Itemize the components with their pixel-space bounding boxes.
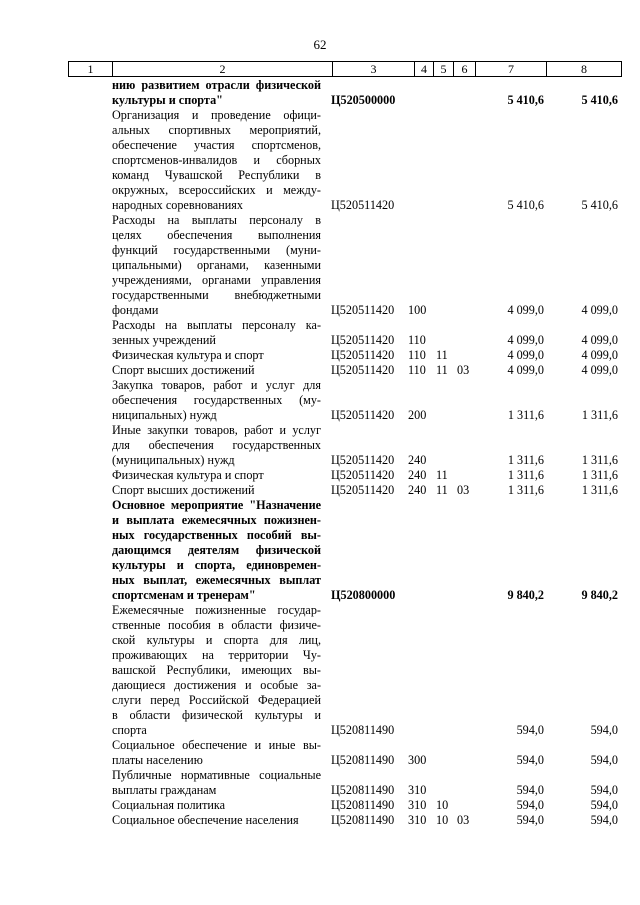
row-description-line: Социальная политика (112, 798, 226, 812)
row-description-line: Физическая культура и спорт (112, 468, 264, 482)
target-code: Ц520800000 (331, 588, 396, 602)
row-description-line: Иные закупки товаров, работ и услуг (112, 423, 321, 437)
amount-col-7: 1 311,6 (507, 468, 544, 482)
table-row (0, 78, 640, 108)
column-header-4: 4 (415, 62, 434, 77)
amount-col-8: 594,0 (590, 783, 618, 797)
column-header-row (69, 62, 622, 77)
amount-col-7: 9 840,2 (507, 588, 544, 602)
column-header-2: 2 (113, 62, 333, 77)
table-row (0, 213, 640, 318)
row-description-line: ской культуры и спорта для лиц, (112, 633, 321, 647)
row-description-line: спортсменам и тренерам" (112, 588, 256, 602)
page-number: 62 (313, 37, 327, 52)
table-row (0, 423, 640, 468)
row-description-line: дающимся деятелям физической (112, 543, 321, 557)
row-description-line: государственными внебюджетными (112, 288, 321, 302)
table-row (0, 108, 640, 213)
amount-col-7: 594,0 (516, 753, 544, 767)
row-description-line: учреждениями, органами управления (112, 273, 321, 287)
amount-col-8: 1 311,6 (581, 408, 618, 422)
row-description-line: культуры и спорта" (112, 93, 223, 107)
subsection: 03 (457, 483, 470, 497)
amount-col-8: 4 099,0 (581, 303, 618, 317)
amount-col-7: 594,0 (516, 813, 544, 827)
row-description-line: команд Чувашской Республики в (112, 168, 321, 182)
table-row (0, 318, 640, 348)
row-description-line: Социальное обеспечение и иные вы- (112, 738, 321, 752)
column-header-1: 1 (69, 62, 113, 77)
target-code: Ц520511420 (331, 198, 395, 212)
table-row (0, 813, 640, 828)
expense-type: 100 (408, 303, 427, 317)
expense-type: 240 (408, 468, 427, 482)
amount-col-7: 594,0 (516, 798, 544, 812)
row-description-line: обеспечение участия спортсменов, (112, 138, 321, 152)
expense-type: 110 (408, 348, 426, 362)
amount-col-8: 594,0 (590, 753, 618, 767)
expense-type: 110 (408, 333, 426, 347)
expense-type: 300 (408, 753, 427, 767)
target-code: Ц520511420 (331, 453, 395, 467)
expense-type: 310 (408, 813, 427, 827)
target-code: Ц520500000 (331, 93, 396, 107)
section: 10 (436, 798, 449, 812)
table-row (0, 603, 640, 738)
budget-table-body (0, 78, 640, 828)
row-description-line: Спорт высших достижений (112, 363, 255, 377)
row-description-line: Физическая культура и спорт (112, 348, 264, 362)
table-row (0, 378, 640, 423)
expense-type: 110 (408, 363, 426, 377)
table-row (0, 468, 640, 483)
section: 10 (436, 813, 449, 827)
row-description-line: обеспечения государственных (му- (112, 393, 321, 407)
target-code: Ц520511420 (331, 348, 395, 362)
row-description-line: Организация и проведение офици- (112, 108, 321, 122)
column-header-3: 3 (333, 62, 415, 77)
expense-type: 200 (408, 408, 427, 422)
amount-col-7: 4 099,0 (507, 303, 544, 317)
amount-col-7: 5 410,6 (507, 198, 544, 212)
row-description-line: и выплата ежемесячных пожизнен- (112, 513, 321, 527)
row-description-line: для обеспечения государственных (112, 438, 321, 452)
amount-col-8: 594,0 (590, 798, 618, 812)
row-description-line: выплаты гражданам (112, 783, 217, 797)
row-description-line: Спорт высших достижений (112, 483, 255, 497)
table-row (0, 798, 640, 813)
amount-col-8: 1 311,6 (581, 483, 618, 497)
row-description-line: спортсменов-инвалидов и сборных (112, 153, 321, 167)
row-description-line: Расходы на выплаты персоналу в (112, 213, 321, 227)
row-description-line: (муниципальных) нужд (112, 453, 235, 467)
target-code: Ц520811490 (331, 753, 395, 767)
row-description-line: Расходы на выплаты персоналу ка- (112, 318, 321, 332)
amount-col-8: 4 099,0 (581, 348, 618, 362)
amount-col-7: 4 099,0 (507, 348, 544, 362)
target-code: Ц520511420 (331, 363, 395, 377)
amount-col-8: 9 840,2 (581, 588, 618, 602)
row-description-line: Ежемесячные пожизненные государ- (112, 603, 321, 617)
amount-col-7: 4 099,0 (507, 333, 544, 347)
expense-type: 240 (408, 453, 427, 467)
amount-col-7: 5 410,6 (507, 93, 544, 107)
row-description-line: проживающих на территории Чу- (112, 648, 321, 662)
table-row (0, 498, 640, 603)
amount-col-8: 1 311,6 (581, 468, 618, 482)
row-description-line: зенных учреждений (112, 333, 216, 347)
target-code: Ц520511420 (331, 408, 395, 422)
row-description-line: Публичные нормативные социальные (112, 768, 321, 782)
row-description-line: функций государственными (муни- (112, 243, 321, 257)
amount-col-7: 594,0 (516, 723, 544, 737)
row-description-line: ных выплат, ежемесячных выплат (112, 573, 321, 587)
subsection: 03 (457, 813, 470, 827)
row-description-line: дающиеся достижения и особые за- (112, 678, 321, 692)
amount-col-8: 5 410,6 (581, 198, 618, 212)
amount-col-7: 1 311,6 (507, 408, 544, 422)
row-description-line: фондами (112, 303, 159, 317)
column-header-5: 5 (434, 62, 454, 77)
row-description-line: ных государственных пособий вы- (112, 528, 321, 542)
amount-col-8: 4 099,0 (581, 363, 618, 377)
row-description-line: ственные пособия в области физиче- (112, 618, 321, 632)
row-description-line: нию развитием отрасли физической (112, 78, 321, 92)
row-description-line: ципальными) органами, казенными (112, 258, 321, 272)
column-header-8: 8 (547, 62, 622, 77)
target-code: Ц520811490 (331, 798, 395, 812)
row-description-line: Закупка товаров, работ и услуг для (112, 378, 321, 392)
row-description-line: целях обеспечения выполнения (112, 228, 321, 242)
amount-col-7: 4 099,0 (507, 363, 544, 377)
row-description-line: в области физической культуры и (112, 708, 321, 722)
amount-col-8: 4 099,0 (581, 333, 618, 347)
table-row (0, 768, 640, 798)
subsection: 03 (457, 363, 470, 377)
target-code: Ц520511420 (331, 468, 395, 482)
target-code: Ц520511420 (331, 303, 395, 317)
amount-col-7: 594,0 (516, 783, 544, 797)
row-description-line: народных соревнованиях (112, 198, 243, 212)
section: 11 (436, 468, 448, 482)
amount-col-7: 1 311,6 (507, 453, 544, 467)
section: 11 (436, 483, 448, 497)
expense-type: 310 (408, 798, 427, 812)
amount-col-8: 5 410,6 (581, 93, 618, 107)
target-code: Ц520811490 (331, 813, 395, 827)
expense-type: 240 (408, 483, 427, 497)
row-description-line: спорта (112, 723, 147, 737)
column-header-6: 6 (454, 62, 476, 77)
target-code: Ц520811490 (331, 783, 395, 797)
amount-col-8: 594,0 (590, 723, 618, 737)
column-header-7: 7 (476, 62, 547, 77)
row-description-line: Основное мероприятие "Назначение (112, 498, 321, 512)
row-description-line: платы населению (112, 753, 203, 767)
table-row (0, 363, 640, 378)
row-description-line: альных спортивных мероприятий, (112, 123, 321, 137)
row-description-line: Социальное обеспечение населения (112, 813, 299, 827)
table-row (0, 483, 640, 498)
amount-col-8: 594,0 (590, 813, 618, 827)
row-description-line: окружных, всероссийских и между- (112, 183, 321, 197)
target-code: Ц520511420 (331, 483, 395, 497)
row-description-line: ниципальных) нужд (112, 408, 217, 422)
section: 11 (436, 363, 448, 377)
amount-col-7: 1 311,6 (507, 483, 544, 497)
row-description-line: культуры и спорта, единовремен- (112, 558, 321, 572)
table-row (0, 738, 640, 768)
amount-col-8: 1 311,6 (581, 453, 618, 467)
column-header-table (68, 61, 622, 77)
section: 11 (436, 348, 448, 362)
row-description-line: слуги перед Российской Федерацией (112, 693, 321, 707)
row-description-line: вашской Республики, имеющих вы- (112, 663, 321, 677)
expense-type: 310 (408, 783, 427, 797)
target-code: Ц520511420 (331, 333, 395, 347)
target-code: Ц520811490 (331, 723, 395, 737)
table-row (0, 348, 640, 363)
